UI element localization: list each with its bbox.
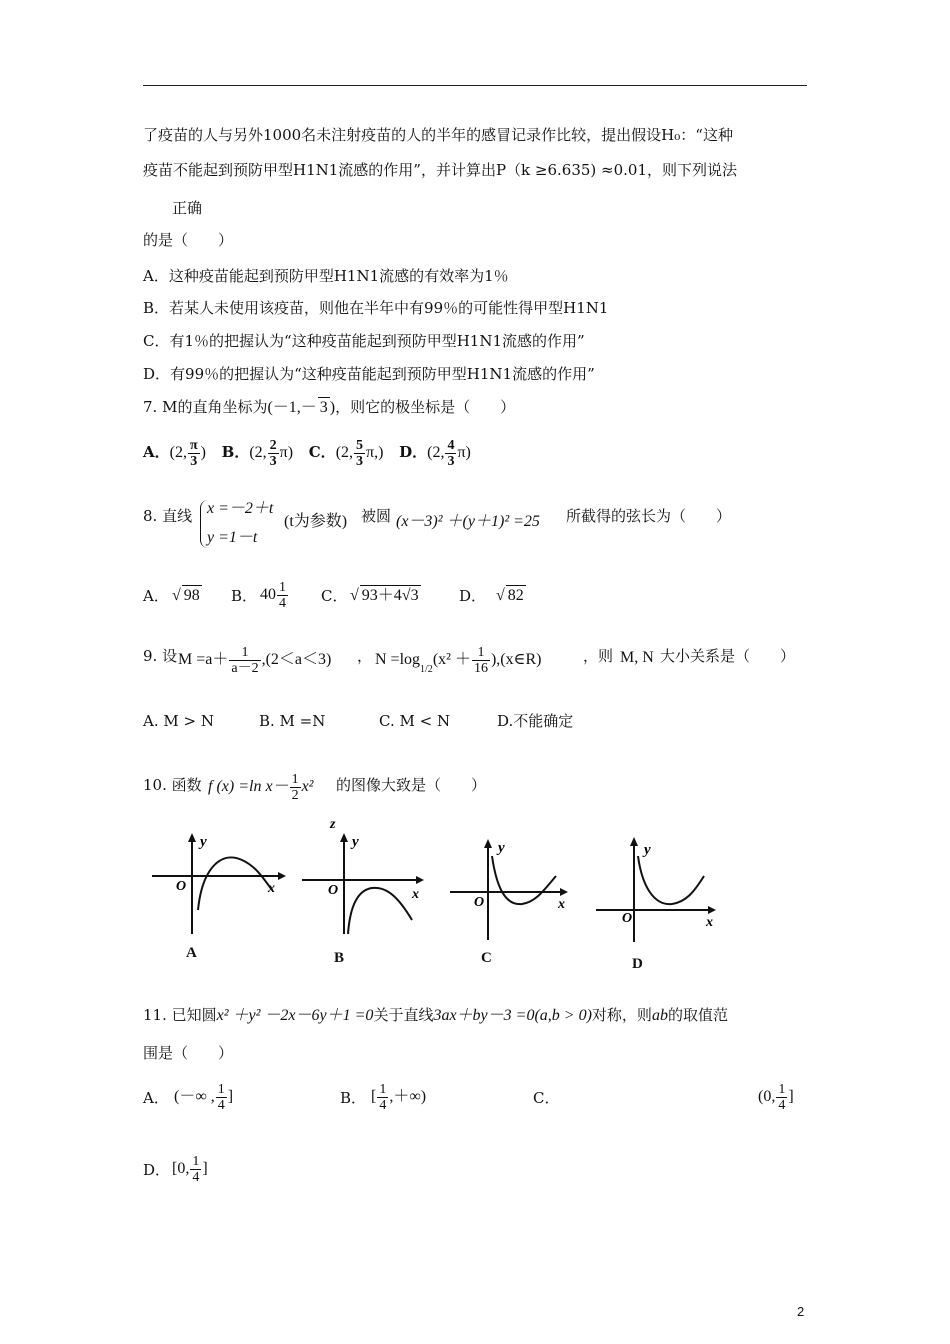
q8-option-b-int: 40 <box>260 586 276 603</box>
q10-func-x2: x² <box>301 778 314 795</box>
q8-end: 所截得的弦长为（ ） <box>566 507 732 525</box>
q11-option-c-label: C． <box>533 1089 560 1107</box>
q7-coord: (－1,－ <box>267 399 317 416</box>
q9-mn: M, N <box>620 649 654 666</box>
q9-n-expr: $N =\log_{1/2}(x^2$ ＋ $\frac{1}{16}$ ),(x∈R) <box>375 644 542 676</box>
q9-stem: 9. 设 <box>143 647 178 665</box>
graph-b-label: B <box>334 950 345 966</box>
q9-option-a: A. M > N <box>143 712 214 730</box>
q11-option-d: [0, $\frac{1}{4}$ ] <box>172 1153 208 1185</box>
svg-text:x: x <box>706 915 713 930</box>
q9-m-label: M =a＋ <box>178 651 229 668</box>
q8-option-a: √ 98 <box>172 587 200 604</box>
svg-text:O: O <box>328 883 339 898</box>
q6-option-b: B．若某人未使用该疫苗，则他在半年中有99％的可能性得甲型H1N1 <box>143 299 609 317</box>
q11-ab: ab <box>651 1007 668 1024</box>
q6-line2: 疫苗不能起到预防甲型H1N1流感的作用”，并计算出P（k ≥6.635) ≈0.01，则下列说法 <box>143 161 738 179</box>
q10-func: f (x) =ln x－ $\frac{1}{2}$ x² <box>208 771 314 803</box>
q8-option-b-label: B． <box>231 587 258 605</box>
q9-tail2: 大小关系是（ ） <box>660 647 796 665</box>
q11-option-b-label: B． <box>340 1089 367 1107</box>
q11-about-line: 关于直线 <box>373 1006 434 1024</box>
q7-close: ) <box>329 399 336 416</box>
q8-option-c-label: C． <box>321 587 348 605</box>
q11-line2: 围是（ ） <box>143 1044 234 1062</box>
q11-option-c: (0, $\frac{1}{4}$ ] <box>758 1081 794 1113</box>
svg-text:y: y <box>352 834 359 850</box>
q9-n-expr-body: (x² ＋ <box>432 651 471 668</box>
q9-m-expr: M =a＋ $\frac{1}{a-2}$ ,(2＜a＜3) <box>178 644 332 676</box>
q11-option-a-value: (－∞ , <box>174 1088 215 1105</box>
q6-option-a: A．这种疫苗能起到预防甲型H1N1流感的有效率为1％ <box>143 267 509 285</box>
q8-option-d: √ 82 <box>496 587 524 604</box>
q10-tail: 的图像大致是（ ） <box>336 776 487 794</box>
svg-text:x: x <box>268 881 275 896</box>
q11-option-b: [ $\frac{1}{4}$ ,＋∞) <box>371 1081 427 1113</box>
graph-a <box>150 830 290 944</box>
q9-m-cond: ,(2＜a＜3) <box>261 651 332 668</box>
q10-func-lhs: f (x) =ln x－ <box>208 778 289 795</box>
q9-option-c: C. M < N <box>379 712 451 730</box>
q6-option-d: D．有99％的把握认为“这种疫苗能起到预防甲型H1N1流感的作用” <box>143 365 595 383</box>
svg-text:O: O <box>176 879 187 894</box>
q7-a-frac: $\frac{\pi}{3}$ <box>189 437 198 469</box>
q8-option-a-label: A． <box>143 587 169 605</box>
q7-stem <box>143 397 515 418</box>
q8-option-d-label: D． <box>459 587 487 605</box>
graph-b-stray-mark: z <box>330 817 336 832</box>
page-number: 2 <box>797 1304 805 1319</box>
q7-b-frac: $\frac{2}{3}$ <box>269 437 277 469</box>
q11-line-eq: 3ax＋by－3 =0(a,b > 0) <box>433 1007 592 1024</box>
q9-n-label: N =log <box>375 651 421 668</box>
q6-option-c: C．有1％的把握认为“这种疫苗能起到预防甲型H1N1流感的作用” <box>143 332 585 350</box>
q8-option-d-value: 82 <box>507 587 524 604</box>
q8-stem: 8. 直线 <box>143 507 193 525</box>
q11-option-d-label: D． <box>143 1161 171 1179</box>
q11-circle-eq: x² ＋y² －2x－6y＋1 =0 <box>216 1007 374 1024</box>
svg-text:O: O <box>622 911 633 926</box>
q11-stem: 11. 已知圆 <box>143 1006 217 1024</box>
q8-option-a-value: 98 <box>183 587 200 604</box>
q7-c-frac: $\frac{5}{3}$ <box>356 437 364 469</box>
q8-param: (t为参数) <box>284 513 348 530</box>
svg-text:y: y <box>200 834 207 850</box>
svg-text:y: y <box>498 840 505 856</box>
svg-text:O: O <box>474 895 485 910</box>
q7-option-a: A． <box>143 443 170 461</box>
graph-a-label: A <box>186 945 197 961</box>
q8-circle: (x－3)² ＋(y＋1)² =25 <box>396 513 540 530</box>
q8-option-c: √ 93＋4√3 <box>350 587 419 604</box>
q9-n-cond: ),(x∈R) <box>490 651 542 668</box>
q7-stem-a: 7. M的直角坐标为 <box>143 398 268 416</box>
q11-line1 <box>143 1005 728 1026</box>
q9-tail1: ，则 <box>583 647 614 665</box>
q6-line4: 的是（ ） <box>143 231 234 249</box>
q8-option-b: 40 $\frac{1}{4}$ <box>260 579 286 611</box>
q6-line3: 正确 <box>172 199 203 217</box>
q8-mid: 被圆 <box>361 507 392 525</box>
q7-option-d: D． <box>399 443 428 461</box>
q10-stem: 10. 函数 <box>143 776 202 794</box>
q11-option-c-value: (0, <box>758 1088 776 1105</box>
q7-stem-b: ，则它的极坐标是（ ） <box>335 398 516 416</box>
q8-eq1: x =－2＋t <box>207 500 274 517</box>
svg-text:y: y <box>644 842 651 858</box>
q6-line1: 了疫苗的人与另外1000名未注射疫苗的人的半年的感冒记录作比较，提出假设H₀：“这种 <box>143 126 733 144</box>
q7-option-c: C． <box>308 443 336 461</box>
graph-c-label: C <box>481 950 492 966</box>
graph-b <box>300 816 430 940</box>
graph-d-label: D <box>632 956 643 972</box>
q11-symmetric: 对称，则 <box>591 1006 652 1024</box>
q7-options: A．(2, $\frac{\pi}{3}$ ) B．(2, $\frac{2}{3}$ π) C．(2, $\frac{5}{3}$ π,) D．(2, $\frac{4}{3}$ π) <box>143 437 471 469</box>
graph-d <box>594 834 724 948</box>
q7-option-b: B． <box>221 443 250 461</box>
q11-option-a: (－∞ , $\frac{1}{4}$ ] <box>174 1081 234 1113</box>
q11-option-a-label: A． <box>143 1089 169 1107</box>
header-rule <box>143 85 807 86</box>
q11-range: 的取值范 <box>667 1006 728 1024</box>
q7-sqrt3: 3 <box>319 399 328 416</box>
svg-text:x: x <box>412 887 419 902</box>
q9-option-d: D.不能确定 <box>497 712 574 730</box>
q8-option-c-value: 93＋4√3 <box>361 587 419 604</box>
q11-option-d-value: [0, <box>172 1160 190 1177</box>
q8-eq2: y =1－t <box>207 529 258 546</box>
svg-text:x: x <box>558 897 565 912</box>
q11-option-b-value: ,＋∞) <box>389 1088 427 1105</box>
q7-d-frac: $\frac{4}{3}$ <box>447 437 455 469</box>
graph-c <box>448 834 578 948</box>
q9-option-b: B. M =N <box>259 712 326 730</box>
